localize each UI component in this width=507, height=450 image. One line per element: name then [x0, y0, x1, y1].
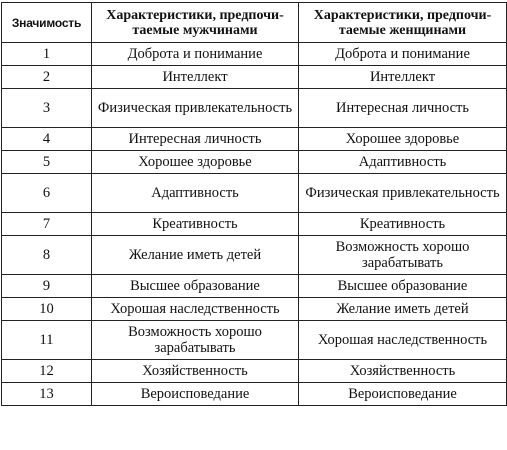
cell-rank: 13: [2, 383, 92, 406]
table-header-row: [2, 3, 507, 43]
cell-rank: 7: [2, 213, 92, 236]
cell-women: Высшее образование: [299, 275, 507, 298]
cell-women: Интеллект: [299, 66, 507, 89]
table-row: [2, 360, 507, 383]
cell-rank: 9: [2, 275, 92, 298]
cell-rank: 6: [2, 174, 92, 213]
cell-rank: 8: [2, 236, 92, 275]
cell-rank: 10: [2, 298, 92, 321]
header-men: Характеристики, предпочи-таемые мужчинами: [92, 3, 299, 43]
cell-women: Креативность: [299, 213, 507, 236]
table-row: [2, 236, 507, 275]
header-women: Характеристики, предпочи-таемые женщинами: [299, 3, 507, 43]
cell-men: Высшее образование: [92, 275, 299, 298]
table-row: [2, 174, 507, 213]
table-row: [2, 321, 507, 360]
cell-men: Адаптивность: [92, 174, 299, 213]
table-row: [2, 298, 507, 321]
cell-women: Адаптивность: [299, 151, 507, 174]
cell-rank: 12: [2, 360, 92, 383]
characteristics-table: [1, 2, 507, 406]
cell-men: Вероисповедание: [92, 383, 299, 406]
cell-men: Желание иметь детей: [92, 236, 299, 275]
cell-women: Желание иметь детей: [299, 298, 507, 321]
cell-women: Хозяйственность: [299, 360, 507, 383]
table-row: [2, 151, 507, 174]
cell-women: Хорошее здоровье: [299, 128, 507, 151]
cell-rank: 3: [2, 89, 92, 128]
header-rank: Значимость: [2, 3, 92, 43]
cell-men: Хозяйственность: [92, 360, 299, 383]
cell-men: Хорошее здоровье: [92, 151, 299, 174]
table-row: [2, 128, 507, 151]
table-row: [2, 383, 507, 406]
cell-rank: 4: [2, 128, 92, 151]
cell-men: Креативность: [92, 213, 299, 236]
cell-women: Хорошая наследственность: [299, 321, 507, 360]
cell-women: Вероисповедание: [299, 383, 507, 406]
cell-rank: 11: [2, 321, 92, 360]
table-row: [2, 43, 507, 66]
cell-women: Возможность хорошо зарабатывать: [299, 236, 507, 275]
cell-men: Интересная личность: [92, 128, 299, 151]
cell-rank: 2: [2, 66, 92, 89]
cell-women: Физическая привлекательность: [299, 174, 507, 213]
cell-men: Доброта и понимание: [92, 43, 299, 66]
cell-rank: 5: [2, 151, 92, 174]
table-row: [2, 275, 507, 298]
table-row: [2, 66, 507, 89]
characteristics-table-container: [1, 2, 506, 406]
cell-rank: 1: [2, 43, 92, 66]
cell-women: Интересная личность: [299, 89, 507, 128]
cell-women: Доброта и понимание: [299, 43, 507, 66]
table-row: [2, 89, 507, 128]
cell-men: Физическая привлекательность: [92, 89, 299, 128]
cell-men: Хорошая наследственность: [92, 298, 299, 321]
table-row: [2, 213, 507, 236]
cell-men: Возможность хорошо зарабатывать: [92, 321, 299, 360]
cell-men: Интеллект: [92, 66, 299, 89]
